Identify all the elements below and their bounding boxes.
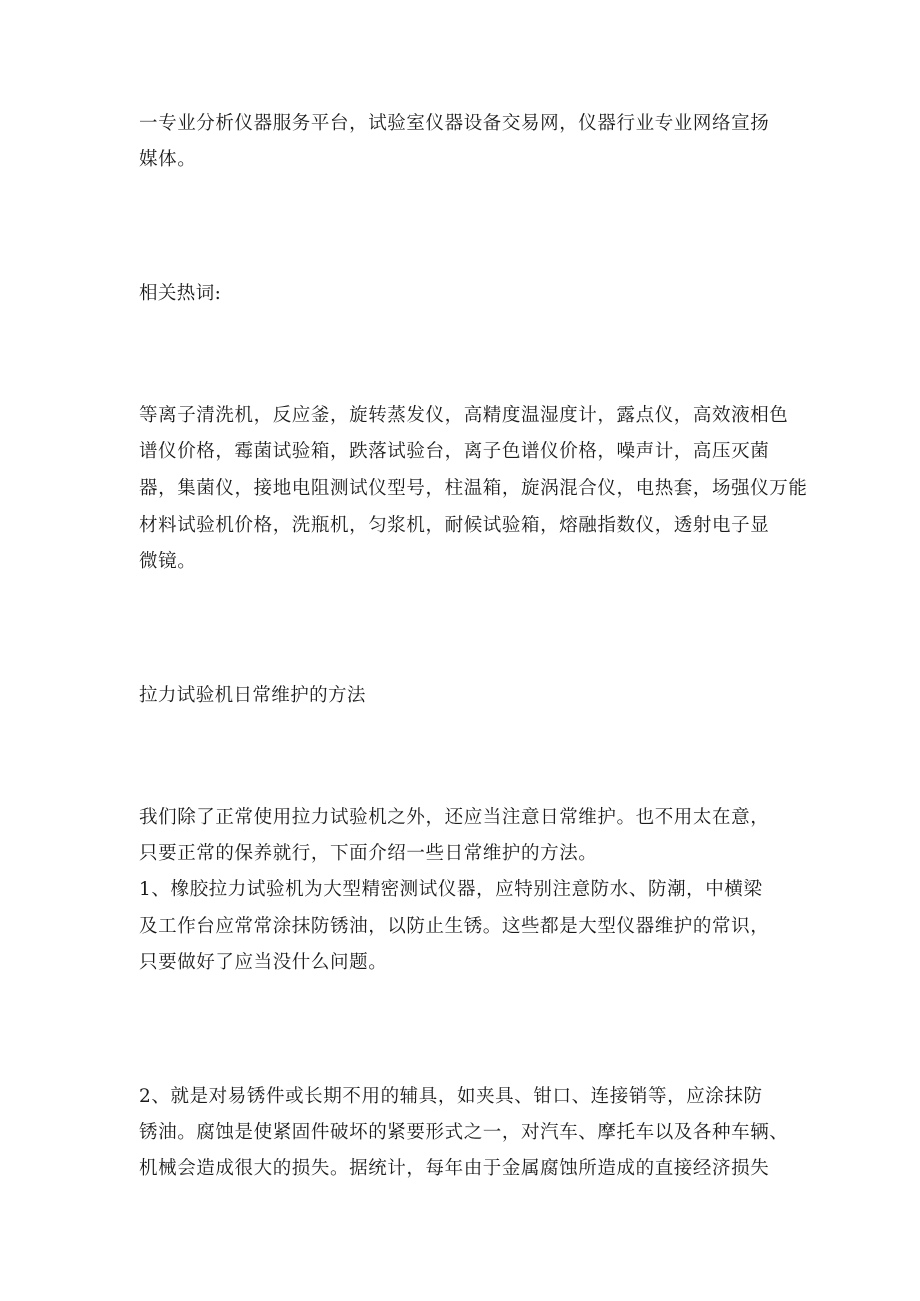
article-para1-line-1: 我们除了正常使用拉力试验机之外，还应当注意日常维护。也不用太在意， — [139, 807, 770, 828]
article-para1-line-2: 只要正常的保养就行，下面介绍一些日常维护的方法。 — [139, 843, 598, 864]
article-para2-line-2: 锈油。腐蚀是使紧固件破坏的紧要形式之一，对汽车、摩托车以及各种车辆、 — [139, 1122, 789, 1143]
hot-words-line-3: 器，集菌仪，接地电阻测试仪型号，柱温箱，旋涡混合仪，电热套，场强仪万能 — [139, 478, 808, 499]
hot-words-line-5: 微镜。 — [139, 551, 197, 572]
hot-words-line-4: 材料试验机价格，洗瓶机，匀浆机，耐候试验箱，熔融指数仪，透射电子显 — [139, 515, 770, 536]
intro-line-1: 一专业分析仪器服务平台，试验室仪器设备交易网，仪器行业专业网络宣扬 — [139, 113, 770, 134]
article-title: 拉力试验机日常维护的方法 — [139, 685, 366, 706]
article-para1-line-3: 1、橡胶拉力试验机为大型精密测试仪器，应特别注意防水、防潮，中横梁 — [139, 879, 763, 900]
hot-words-line-1: 等离子清洗机，反应釜，旋转蒸发仪，高精度温湿度计，露点仪，高效液相色 — [139, 405, 789, 426]
intro-line-2: 媒体。 — [139, 149, 197, 170]
hot-words-line-2: 谱仪价格，霉菌试验箱，跌落试验台，离子色谱仪价格，噪声计，高压灭菌 — [139, 441, 770, 462]
hot-words-label: 相关热词: — [139, 283, 222, 304]
article-para1-line-5: 只要做好了应当没什么问题。 — [139, 952, 388, 973]
article-para2-line-1: 2、就是对易锈件或长期不用的辅具，如夹具、钳口、连接销等，应涂抹防 — [139, 1086, 763, 1107]
article-para2-line-3: 机械会造成很大的损失。据统计，每年由于金属腐蚀所造成的直接经济损失 — [139, 1158, 770, 1179]
article-para1-line-4: 及工作台应常常涂抹防锈油，以防止生锈。这些都是大型仪器维护的常识， — [139, 916, 770, 937]
